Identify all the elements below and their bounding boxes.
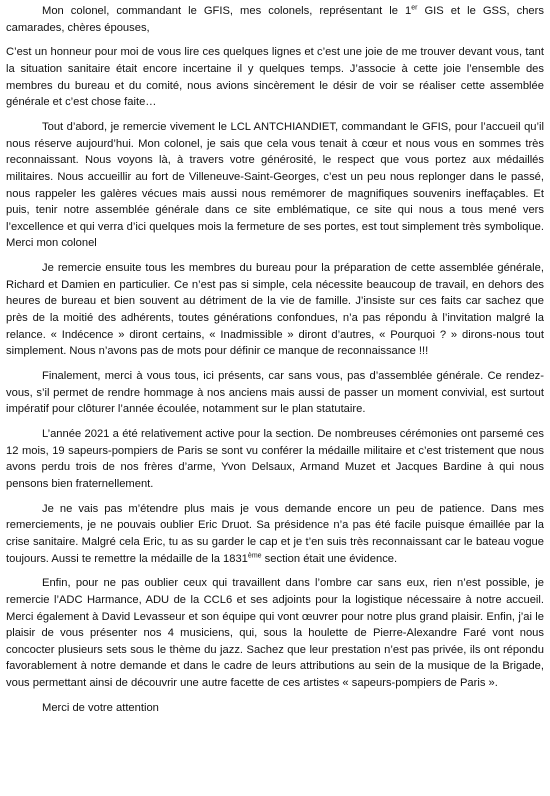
ordinal-superscript: er — [411, 4, 418, 12]
paragraph-remerciement-presents: Finalement, merci à vous tous, ici présents, car sans vous, pas d’assemblée générale. Ce rendez-vous, s’il permet de rendre hommage à nos anciens mais aussi de passer un moment convivial, est surtout impératif pour clôturer l’année écoulée, notamment sur le plan statutaire. — [6, 370, 544, 416]
paragraph-logistique-musiciens: Enfin, pour ne pas oublier ceux qui travaillent dans l’ombre car sans eux, rien n’est possible, je remercie l’ADC Harmance, ADU de la CCL6 et ses adjoints pour la logistique nécessaire à notre accueil. Merci également à David Levasseur et son équipe qui vont œuvrer pour notre plus grand plaisir. Enfin, j’ai le plaisir de vous présenter nos 4 musiciens, qui, sous la houlette de Pierre-Alexandre Faré vont nous concocter plusieurs sets sous le thème du jazz. Sachez que leur prestation n’est pas privée, ils ont répondu favorablement à notre demande et dans le cadre de leurs attributions au sein de la musique de la Brigade, vous permettant ainsi de découvrir une autre facette de ces artistes « sapeurs-pompiers de Paris ». — [6, 577, 544, 690]
ordinal-superscript: ème — [247, 551, 262, 559]
salutation-text-end: GIS et le GSS, chers camarades, chères épouses, — [6, 5, 544, 34]
salutation-paragraph — [6, 3, 544, 36]
paragraph-honneur: C’est un honneur pour moi de vous lire ces quelques lignes et c’est une joie de me trouver devant vous, tant la situation sanitaire était encore incertaine il y quelques temps. J’associe à cette joie l’ensemble des membres du bureau et du comité, nous avions sincèrement le désir de voir se réaliser cette assemblée générale et c’est chose faite… — [6, 46, 544, 109]
paragraph-remerciement-bureau: Je remercie ensuite tous les membres du bureau pour la préparation de cette assemblée générale, Richard et Damien en particulier. Ce n’est pas si simple, cela nécessite beaucoup de travail, en dehors des heures de bureau et bien souvent au détriment de la vie de famille. J’insiste sur ces faits car sachez que près de la moitié des adhérents, toutes générations confondues, n’a pas répondu à l’invitation malgré la relance. « Indécence » diront certains, « Inadmissible » diront d’autres, « Pourquoi ? » dirons-nous tout simplement. Nous n’avons pas de mots pour définir ce manque de reconnaissance !!! — [6, 262, 544, 358]
paragraph-eric-druot-text-end: section était une évidence. — [261, 552, 398, 565]
paragraph-remerciement-commandant: Tout d’abord, je remercie vivement le LCL ANTCHIANDIET, commandant le GFIS, pour l’accueil qu’il nous réserve aujourd’hui. Mon colonel, je sais que cela vous tenait à cœur et nous vous en sommes très reconnaissant. Nous voyons là, à travers votre générosité, le respect que vous portez aux médaillés militaires. Nous accueillir au fort de Villeneuve-Saint-Georges, c’est un peu nous replonger dans le passé, nous rappeler les galères vécues mais aussi nous remémorer de magnifiques souvenirs ineffaçables. Et puis, tenir notre assemblée générale dans ce site emblématique, ce site qui nous a tous mené vers l’excellence et qui verra d’ici quelques mois la fermeture de ses portes, est tout simplement très symbolique. Merci mon colonel — [6, 121, 544, 250]
paragraph-eric-druot — [6, 501, 544, 567]
salutation-text: Mon colonel, commandant le GFIS, mes colonels, représentant le 1 — [42, 5, 412, 17]
closing-line: Merci de votre attention — [42, 701, 159, 714]
paragraph-eric-druot-text: Je ne vais pas m’étendre plus mais je vous demande encore un peu de patience. Dans mes remerciements, je ne pouvais oublier Eric Druot. Sa présidence n’a pas été facile puisque émaillée par la crise sanitaire. Malgré cela Eric, tu as su garder le cap et je t’en suis très reconnaissant car le bateau vogue toujours. Aussi te remettre la médaille de la 1831 — [6, 502, 544, 565]
paragraph-annee-2021: L’année 2021 a été relativement active pour la section. De nombreuses cérémonies ont parsemé ces 12 mois, 19 sapeurs-pompiers de Paris se sont vu conférer la médaille militaire et c’est tristement que nous avons perdu trois de nos frères d’arme, Yvon Delsaux, Armand Muzet et Jacques Bardine à qui nous pensons bien fraternellement. — [6, 428, 544, 490]
